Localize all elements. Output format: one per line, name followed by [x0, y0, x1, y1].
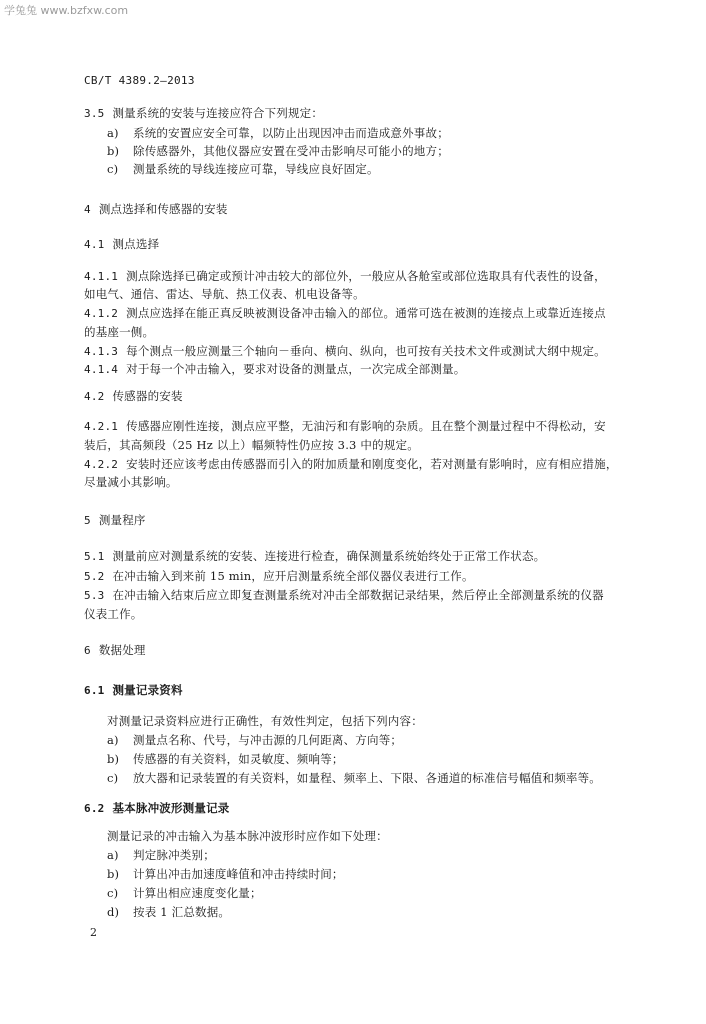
paragraph: 测量记录的冲击输入为基本脉冲波形时应作如下处理： [107, 829, 388, 843]
list-item [107, 866, 344, 882]
clause-text: 每个测点一般应测量三个轴向－垂向、横向、纵向，也可按有关技术文件或测试大纲中规定。 [126, 344, 606, 358]
clause-number: 4.2.1 [84, 420, 119, 433]
clause-3-5 [84, 105, 323, 122]
section-heading-5 [84, 512, 146, 529]
clause-number: 5.2 [84, 570, 105, 583]
section-title: 数据处理 [98, 643, 146, 657]
section-heading-6 [84, 642, 146, 659]
clause-text: 传感器应刚性连接，测点应平整，无油污和有影响的杂质。且在整个测量过程中不得松动，安 [126, 419, 606, 433]
clause-number: 4.1.1 [84, 270, 119, 283]
clause-text: 在冲击输入结束后应立即复查测量系统对冲击全部数据记录结果，然后停止全部测量系统的仪器 [112, 588, 604, 602]
clause-4-1-2 [84, 305, 606, 322]
paragraph-continuation: 如电气、通信、雷达、导航、热工仪表、机电设备等。 [84, 287, 365, 301]
section-title: 基本脉冲波形测量记录 [112, 801, 230, 815]
list-marker: d) [107, 905, 120, 919]
list-item-text: 传感器的有关资料，如灵敏度、频响等； [133, 752, 344, 766]
list-item-text: 测量点名称、代号，与冲击源的几何距离、方向等； [133, 733, 403, 747]
list-item [107, 732, 402, 748]
paragraph: 对测量记录资料应进行正确性，有效性判定，包括下列内容： [107, 714, 423, 728]
list-item [107, 847, 215, 863]
paragraph-continuation: 仪表工作。 [84, 607, 143, 621]
list-marker: b) [107, 144, 120, 158]
page-number: 2 [90, 926, 97, 939]
list-item [107, 885, 262, 901]
list-item-text: 计算出冲击加速度峰值和冲击持续时间； [133, 867, 344, 881]
clause-text: 测量系统的安装与连接应符合下列规定： [112, 106, 324, 120]
clause-text: 安装时还应该考虑由传感器而引入的附加质量和刚度变化，若对测量有影响时，应有相应措施， [126, 457, 618, 471]
section-number: 4.2 [84, 390, 105, 403]
clause-text: 测量前应对测量系统的安装、连接进行检查，确保测量系统始终处于正常工作状态。 [112, 549, 546, 563]
watermark-text: 学兔兔 www.bzfxw.com [4, 4, 129, 17]
clause-4-1-1 [84, 268, 606, 285]
clause-4-2-2 [84, 456, 618, 473]
list-marker: c) [107, 771, 119, 785]
paragraph-continuation: 尽量减小其影响。 [84, 475, 178, 489]
clause-number: 4.1.4 [84, 363, 119, 376]
section-title: 传感器的安装 [112, 389, 183, 403]
clause-4-1-4 [84, 361, 465, 378]
list-marker: c) [107, 886, 119, 900]
list-marker: c) [107, 162, 119, 176]
list-item-text: 判定脉冲类别； [133, 848, 215, 862]
paragraph-continuation: 装后，其高频段（25 Hz 以上）幅频特性仍应按 3.3 中的规定。 [84, 438, 419, 452]
list-item-text: 放大器和记录装置的有关资料，如量程、频率上、下限、各通道的标准信号幅值和频率等。 [133, 771, 601, 785]
section-number: 6 [84, 644, 91, 657]
list-item [107, 770, 601, 786]
section-number: 6.1 [84, 684, 105, 697]
list-item-text: 测量系统的导线连接应可靠，导线应良好固定。 [133, 162, 379, 176]
subsection-heading-6-2 [84, 800, 229, 817]
section-title: 测量记录资料 [112, 683, 183, 697]
list-marker: b) [107, 752, 120, 766]
document-id: CB/T 4389.2—2013 [84, 74, 195, 87]
clause-5-1 [84, 548, 545, 565]
list-item-text: 按表 1 汇总数据。 [133, 905, 231, 919]
section-title: 测点选择 [112, 237, 160, 251]
section-number: 5 [84, 514, 91, 527]
list-item-text: 除传感器外，其他仪器应安置在受冲击影响尽可能小的地方； [133, 144, 449, 158]
list-item-text: 系统的安置应安全可靠，以防止出现因冲击而造成意外事故； [133, 126, 449, 140]
list-item-text: 计算出相应速度变化量； [133, 886, 262, 900]
list-marker: b) [107, 867, 120, 881]
subsection-heading-6-1 [84, 682, 183, 699]
section-title: 测量程序 [98, 513, 146, 527]
section-title: 测点选择和传感器的安装 [98, 202, 228, 216]
section-heading-4 [84, 201, 228, 218]
list-item [107, 143, 449, 159]
clause-text: 测点除选择已确定或预计冲击较大的部位外，一般应从各舱室或部位选取具有代表性的设备， [126, 269, 606, 283]
clause-text: 对于每一个冲击输入，要求对设备的测量点，一次完成全部测量。 [126, 362, 466, 376]
clause-number: 5.1 [84, 550, 105, 563]
clause-number: 5.3 [84, 589, 105, 602]
subsection-heading-4-2 [84, 388, 183, 405]
clause-5-3 [84, 587, 604, 604]
list-item [107, 904, 230, 920]
clause-number: 4.2.2 [84, 458, 119, 471]
clause-4-1-3 [84, 343, 606, 360]
list-item [107, 161, 379, 177]
clause-text: 在冲击输入到来前 15 min，应开启测量系统全部仪器仪表进行工作。 [112, 569, 474, 583]
clause-text: 测点应选择在能正真反映被测设备冲击输入的部位。通常可选在被测的连接点上或靠近连接点 [126, 306, 606, 320]
clause-number: 3.5 [84, 107, 105, 120]
section-number: 4 [84, 203, 91, 216]
section-number: 4.1 [84, 238, 105, 251]
clause-5-2 [84, 568, 474, 585]
subsection-heading-4-1 [84, 236, 159, 253]
list-marker: a) [107, 848, 119, 862]
clause-4-2-1 [84, 418, 606, 435]
list-marker: a) [107, 126, 119, 140]
list-item [107, 751, 344, 767]
section-number: 6.2 [84, 802, 105, 815]
clause-number: 4.1.2 [84, 307, 119, 320]
list-item [107, 125, 449, 141]
clause-number: 4.1.3 [84, 345, 119, 358]
list-marker: a) [107, 733, 119, 747]
paragraph-continuation: 的基座一侧。 [84, 325, 155, 339]
